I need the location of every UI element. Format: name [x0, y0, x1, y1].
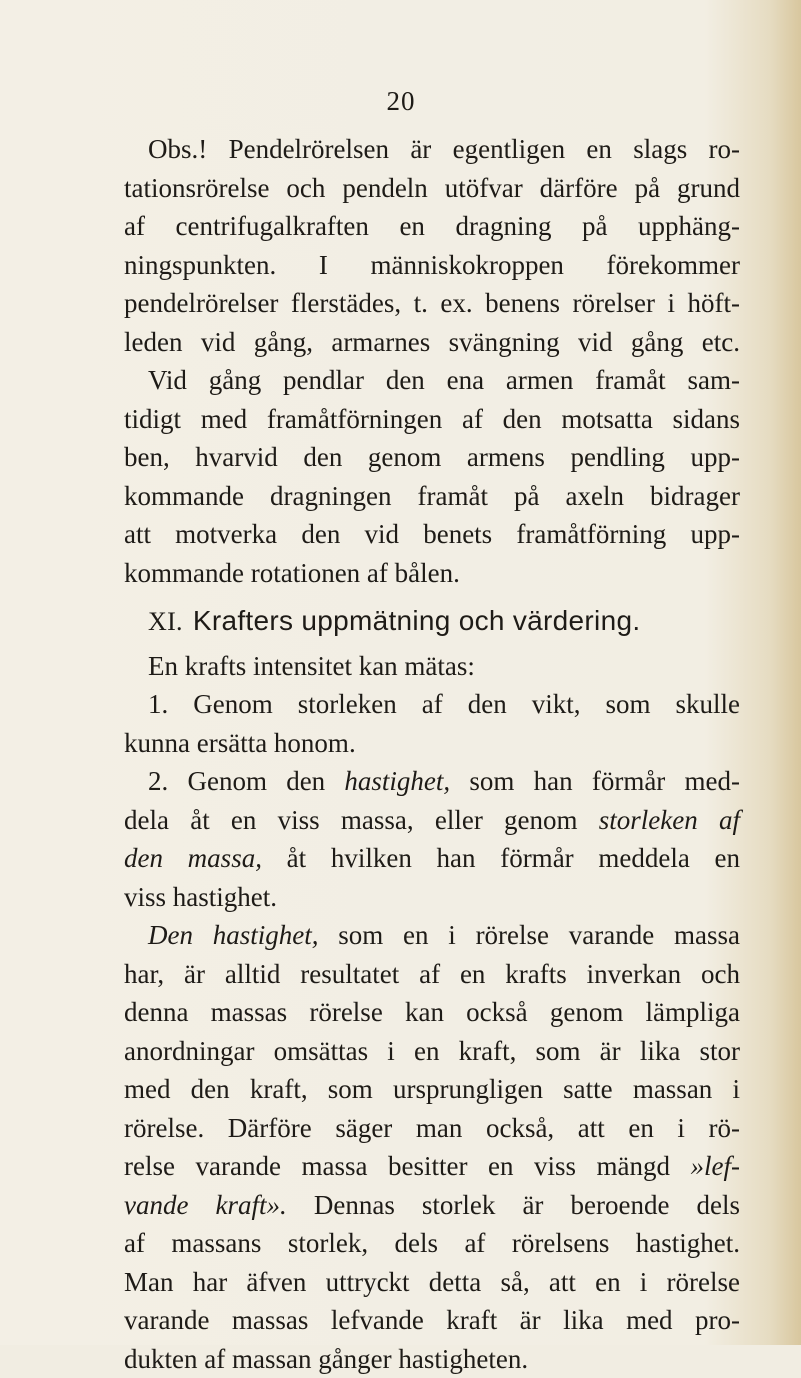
text-line: Obs.! Pendelrörelsen är egentligen en slags ro-: [124, 130, 740, 169]
list-item-line: den massa, åt hvilken han förmår meddela en: [124, 839, 740, 878]
section-title: Krafters uppmätning och värdering.: [193, 605, 641, 636]
text-line: vande kraft». Dennas storlek är beroende dels: [124, 1186, 740, 1225]
text-line: dukten af massan gånger hastigheten.: [124, 1340, 740, 1378]
list-item-line: viss hastighet.: [124, 878, 740, 917]
text-line: tidigt med framåtförningen af den motsatta sidans: [124, 400, 740, 439]
text-line: af massans storlek, dels af rörelsens hastighet.: [124, 1224, 740, 1263]
page-number: 20: [381, 86, 421, 117]
text-line: kommande rotationen af bålen.: [124, 554, 740, 593]
text-line: med den kraft, som ursprungligen satte massan i: [124, 1070, 740, 1109]
section-number: XI.: [148, 607, 183, 636]
text-line: leden vid gång, armarnes svängning vid gång etc.: [124, 323, 740, 362]
section-heading: [124, 602, 740, 641]
text-line: varande massas lefvande kraft är lika med pro-: [124, 1301, 740, 1340]
text-line: har, är alltid resultatet af en krafts inverkan och: [124, 955, 740, 994]
text-line: relse varande massa besitter en viss mängd »lef-: [124, 1147, 740, 1186]
text-line: af centrifugalkraften en dragning på upphäng-: [124, 207, 740, 246]
text-line: tationsrörelse och pendeln utöfvar därföre på grund: [124, 169, 740, 208]
text-line: Den hastighet, som en i rörelse varande massa: [124, 916, 740, 955]
list-item-line: 1. Genom storleken af den vikt, som skulle: [124, 685, 740, 724]
text-line: Vid gång pendlar den ena armen framåt sam-: [124, 361, 740, 400]
body-text: [124, 130, 740, 1378]
text-line: rörelse. Därföre säger man också, att en i rö-: [124, 1109, 740, 1148]
text-line: denna massas rörelse kan också genom lämpliga: [124, 993, 740, 1032]
list-item-line: kunna ersätta honom.: [124, 724, 740, 763]
text-line: anordningar omsättas i en kraft, som är lika stor: [124, 1032, 740, 1071]
list-item-line: 2. Genom den hastighet, som han förmår med-: [124, 762, 740, 801]
text-line: att motverka den vid benets framåtförning upp-: [124, 515, 740, 554]
text-line: ningspunkten. I människokroppen förekommer: [124, 246, 740, 285]
text-line: En krafts intensitet kan mätas:: [124, 647, 740, 686]
text-line: ben, hvarvid den genom armens pendling upp-: [124, 438, 740, 477]
text-line: Man har äfven uttryckt detta så, att en i rörelse: [124, 1263, 740, 1302]
list-item-line: dela åt en viss massa, eller genom storleken af: [124, 801, 740, 840]
text-line: kommande dragningen framåt på axeln bidrager: [124, 477, 740, 516]
text-line: pendelrörelser flerstädes, t. ex. benens rörelser i höft-: [124, 284, 740, 323]
